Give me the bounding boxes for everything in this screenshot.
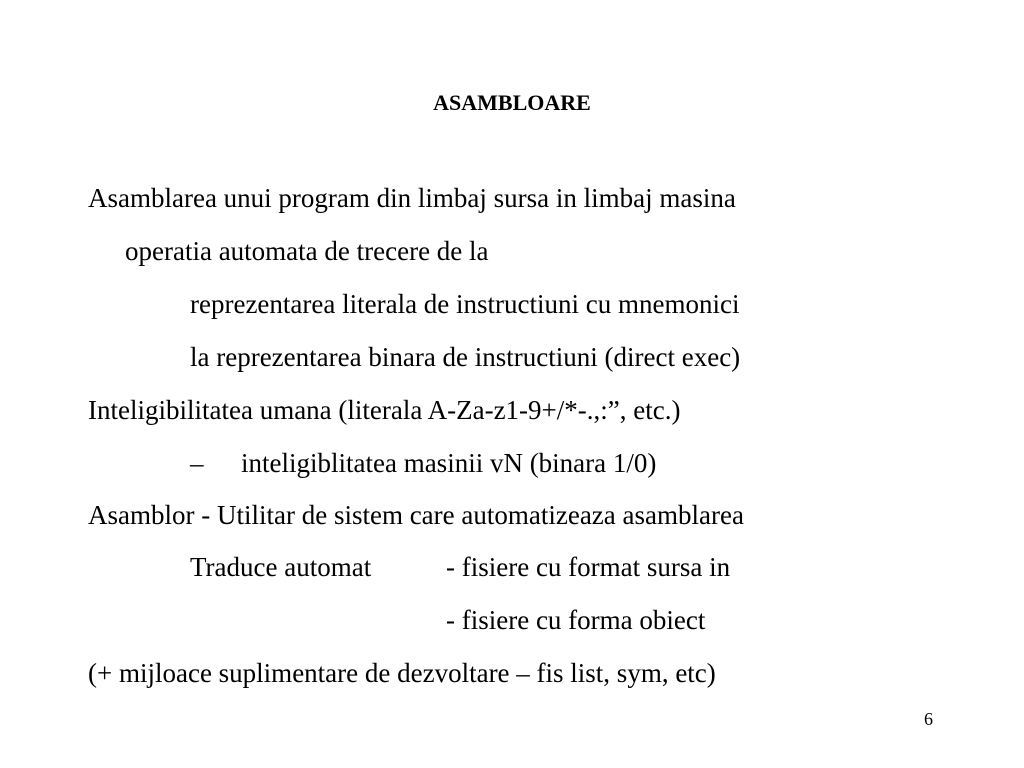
text-line-human-intelligibility: Inteligibilitatea umana (literala A-Za-z1-9+/*-.,:”, etc.)	[88, 395, 681, 425]
text-line-additional-tools: (+ mijloace suplimentare de dezvoltare – fis list, sym, etc)	[88, 658, 716, 688]
text-line-source-files: - fisiere cu format sursa in	[446, 552, 731, 582]
text-line-binary-representation: la reprezentarea binara de instructiuni (direct exec)	[190, 342, 741, 372]
text-line-assembly-definition: Asamblarea unui program din limbaj sursa in limbaj masina	[88, 183, 736, 213]
page-number: 6	[924, 709, 933, 729]
text-line-machine-intelligibility: inteligiblitatea masinii vN (binara 1/0)	[241, 448, 657, 478]
slide-title: ASAMBLOARE	[433, 90, 591, 115]
text-line-literal-representation: reprezentarea literala de instructiuni cu mnemonici	[190, 289, 740, 319]
dash-bullet: –	[190, 448, 204, 478]
text-line-translates-automatically: Traduce automat	[190, 552, 372, 582]
text-line-assembler-definition: Asamblor - Utilitar de sistem care automatizeaza asamblarea	[88, 500, 744, 530]
text-line-object-files: - fisiere cu forma obiect	[446, 605, 706, 635]
text-line-automatic-operation: operatia automata de trecere de la	[125, 236, 489, 266]
